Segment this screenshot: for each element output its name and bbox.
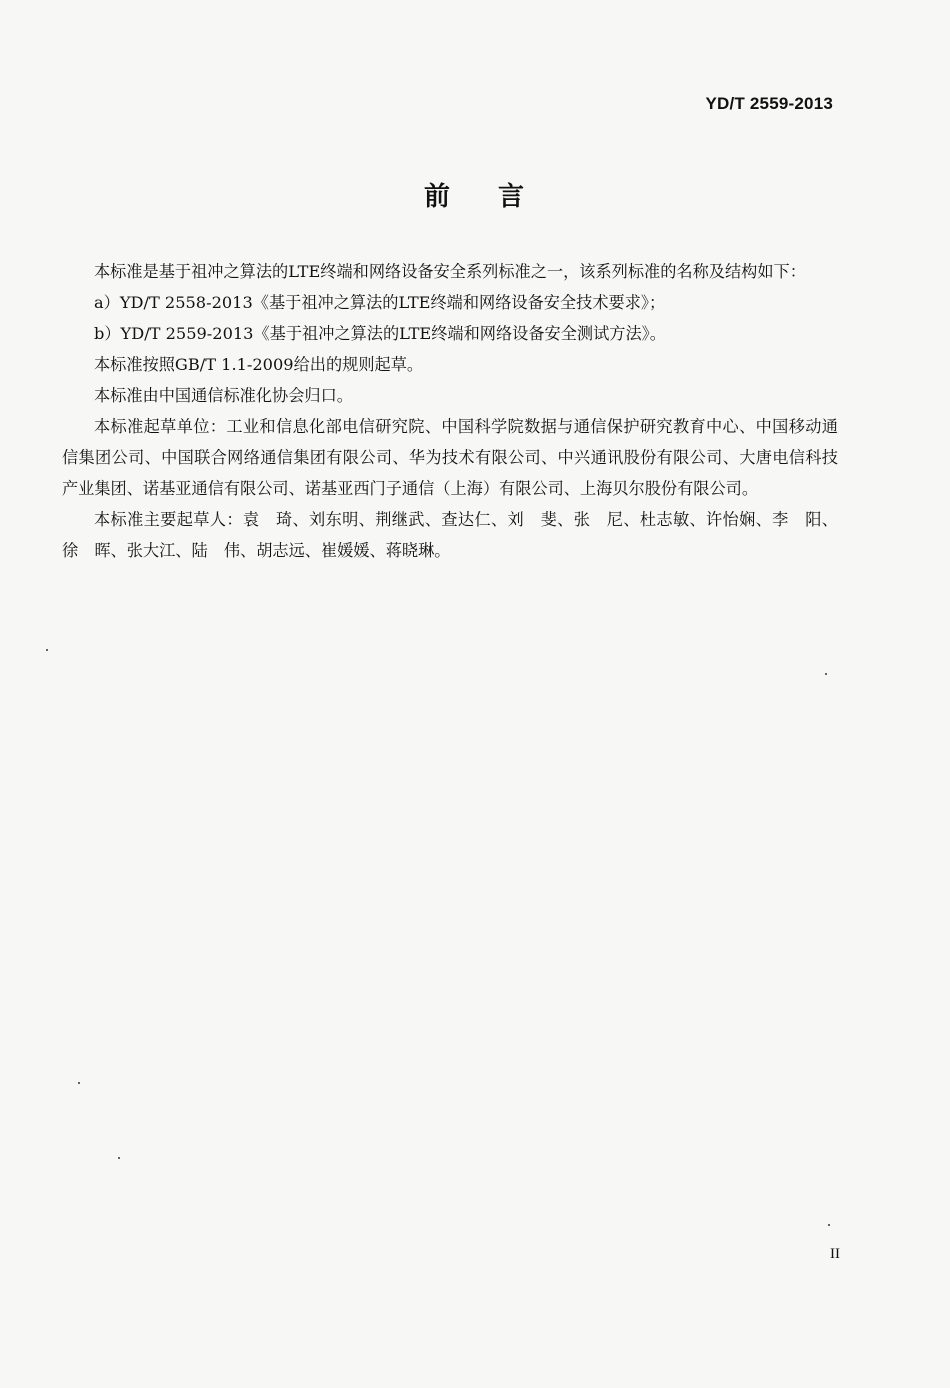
intro-paragraph: 本标准是基于祖冲之算法的LTE终端和网络设备安全系列标准之一，该系列标准的名称及结构如下： <box>94 262 806 281</box>
drafters-paragraph: 本标准主要起草人：袁 琦、刘东明、荆继武、查达仁、刘 斐、张 尼、杜志敏、许怡娴、李 阳、徐 晖、张大江、陆 伟、胡志远、崔媛媛、蒋晓琳。 <box>62 510 838 560</box>
scan-speck <box>825 673 827 675</box>
title-char-2: 言 <box>498 182 527 212</box>
centralized-by-paragraph: 本标准由中国通信标准化协会归口。 <box>94 386 353 405</box>
scan-speck <box>46 649 48 651</box>
foreword-body <box>62 256 838 566</box>
drafting-units-paragraph: 本标准起草单位：工业和信息化部电信研究院、中国科学院数据与通信保护研究教育中心、中国移动通信集团公司、中国联合网络通信集团有限公司、华为技术有限公司、中兴通讯股份有限公司、大唐电信科技产业集团、诺基亚通信有限公司、诺基亚西门子通信（上海）有限公司、上海贝尔股份有限公司。 <box>62 417 838 498</box>
scan-speck <box>828 1224 830 1226</box>
scan-speck <box>118 1157 120 1159</box>
list-item-a: a）YD/T 2558-2013《基于祖冲之算法的LTE终端和网络设备安全技术要求》； <box>94 293 666 312</box>
title-char-1: 前 <box>423 182 452 212</box>
page-title <box>0 176 950 213</box>
list-item-b: b）YD/T 2559-2013《基于祖冲之算法的LTE终端和网络设备安全测试方法》。 <box>94 324 666 343</box>
drafting-rules-paragraph: 本标准按照GB/T 1.1-2009给出的规则起草。 <box>94 355 424 374</box>
page-number: II <box>830 1246 840 1262</box>
scan-speck <box>78 1082 80 1084</box>
standard-code: YD/T 2559-2013 <box>705 94 833 113</box>
